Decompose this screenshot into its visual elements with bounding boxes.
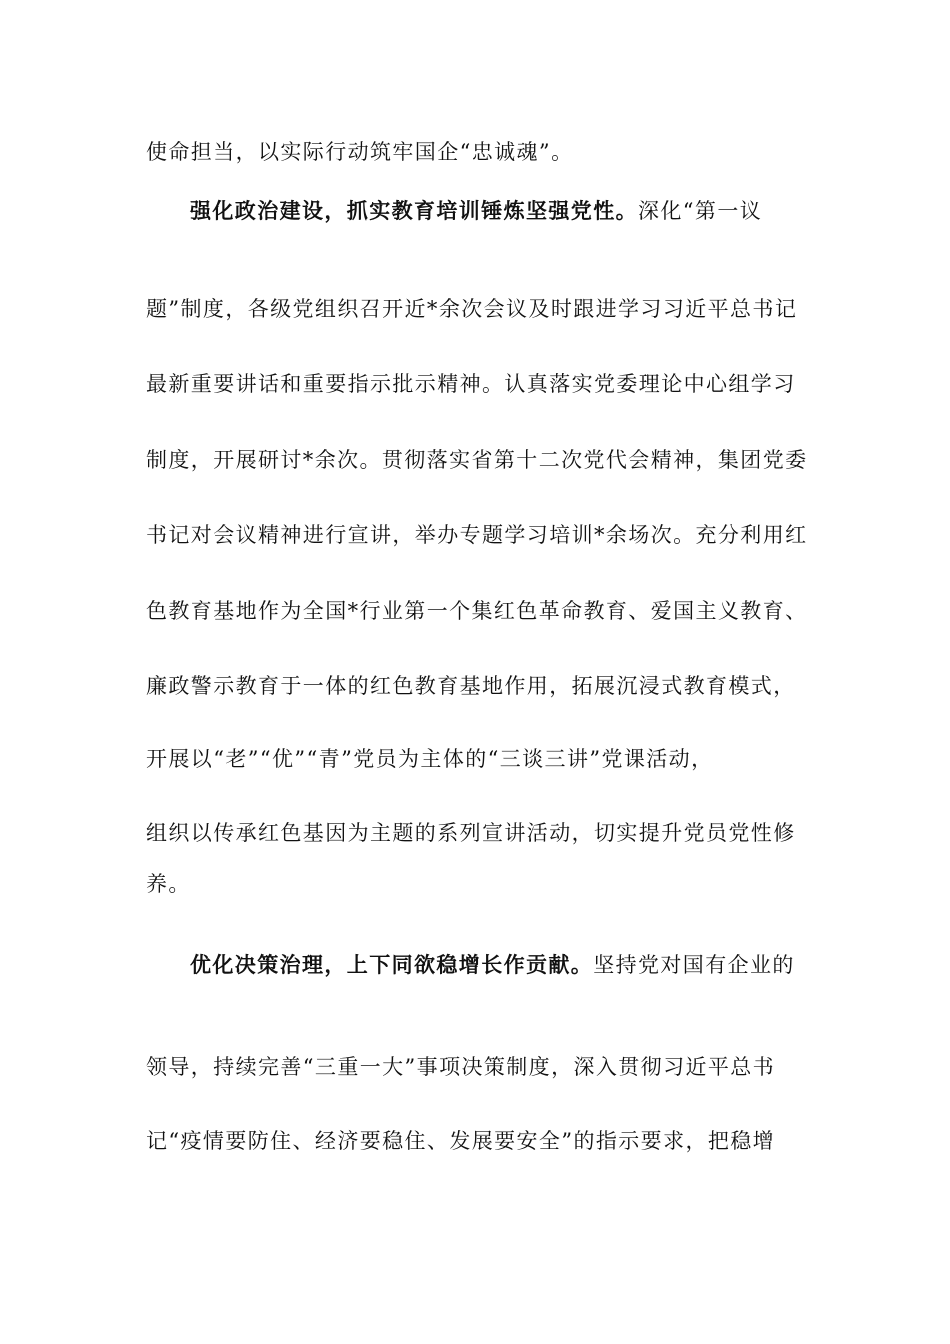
- text-span: 组织以传承红色基因为主题的系列宣讲活动，切实提升党员党性修: [146, 821, 796, 845]
- text-line: [146, 366, 810, 402]
- text-line: [146, 134, 810, 170]
- text-line: [146, 442, 810, 478]
- text-line: [146, 517, 810, 553]
- text-line: [146, 291, 810, 327]
- text-span: 题”制度，各级党组织召开近*余次会议及时跟进学习习近平总书记: [146, 297, 798, 321]
- text-span: 坚持党对国有企业的: [593, 953, 795, 977]
- text-span: 廉政警示教育于一体的红色教育基地作用，拓展沉浸式教育模式，: [146, 674, 796, 698]
- text-line: [146, 741, 810, 777]
- text-span: 记“疫情要防住、经济要稳住、发展要安全”的指示要求，把稳增: [146, 1129, 776, 1153]
- paragraph-first-line: [190, 193, 854, 229]
- paragraph-first-line: [190, 947, 854, 983]
- text-line: [146, 866, 810, 902]
- paragraph-heading: 优化决策治理，上下同欲稳增长作贡献。: [190, 952, 594, 977]
- text-span: 最新重要讲话和重要指示批示精神。认真落实党委理论中心组学习: [146, 372, 796, 396]
- text-span: 制度，开展研讨*余次。贯彻落实省第十二次党代会精神，集团党委: [146, 448, 808, 472]
- text-line: [146, 668, 810, 704]
- text-span: 深化“第一议: [638, 199, 763, 223]
- text-span: 使命担当，以实际行动筑牢国企“忠诚魂”。: [146, 140, 574, 164]
- text-line: [146, 1123, 810, 1159]
- text-line: [146, 1049, 810, 1085]
- text-line: [146, 593, 810, 629]
- text-span: 养。: [146, 872, 191, 896]
- text-span: 领导，持续完善“三重一大”事项决策制度，深入贯彻习近平总书: [146, 1055, 776, 1079]
- paragraph-heading: 强化政治建设，抓实教育培训锤炼坚强党性。: [190, 198, 638, 223]
- text-span: 色教育基地作为全国*行业第一个集红色革命教育、爱国主义教育、: [146, 599, 808, 623]
- text-line: [146, 815, 810, 851]
- text-span: 开展以“老”“优”“青”党员为主体的“三谈三讲”党课活动，: [146, 747, 714, 771]
- text-span: 书记对会议精神进行宣讲，举办专题学习培训*余场次。充分利用红: [146, 523, 808, 547]
